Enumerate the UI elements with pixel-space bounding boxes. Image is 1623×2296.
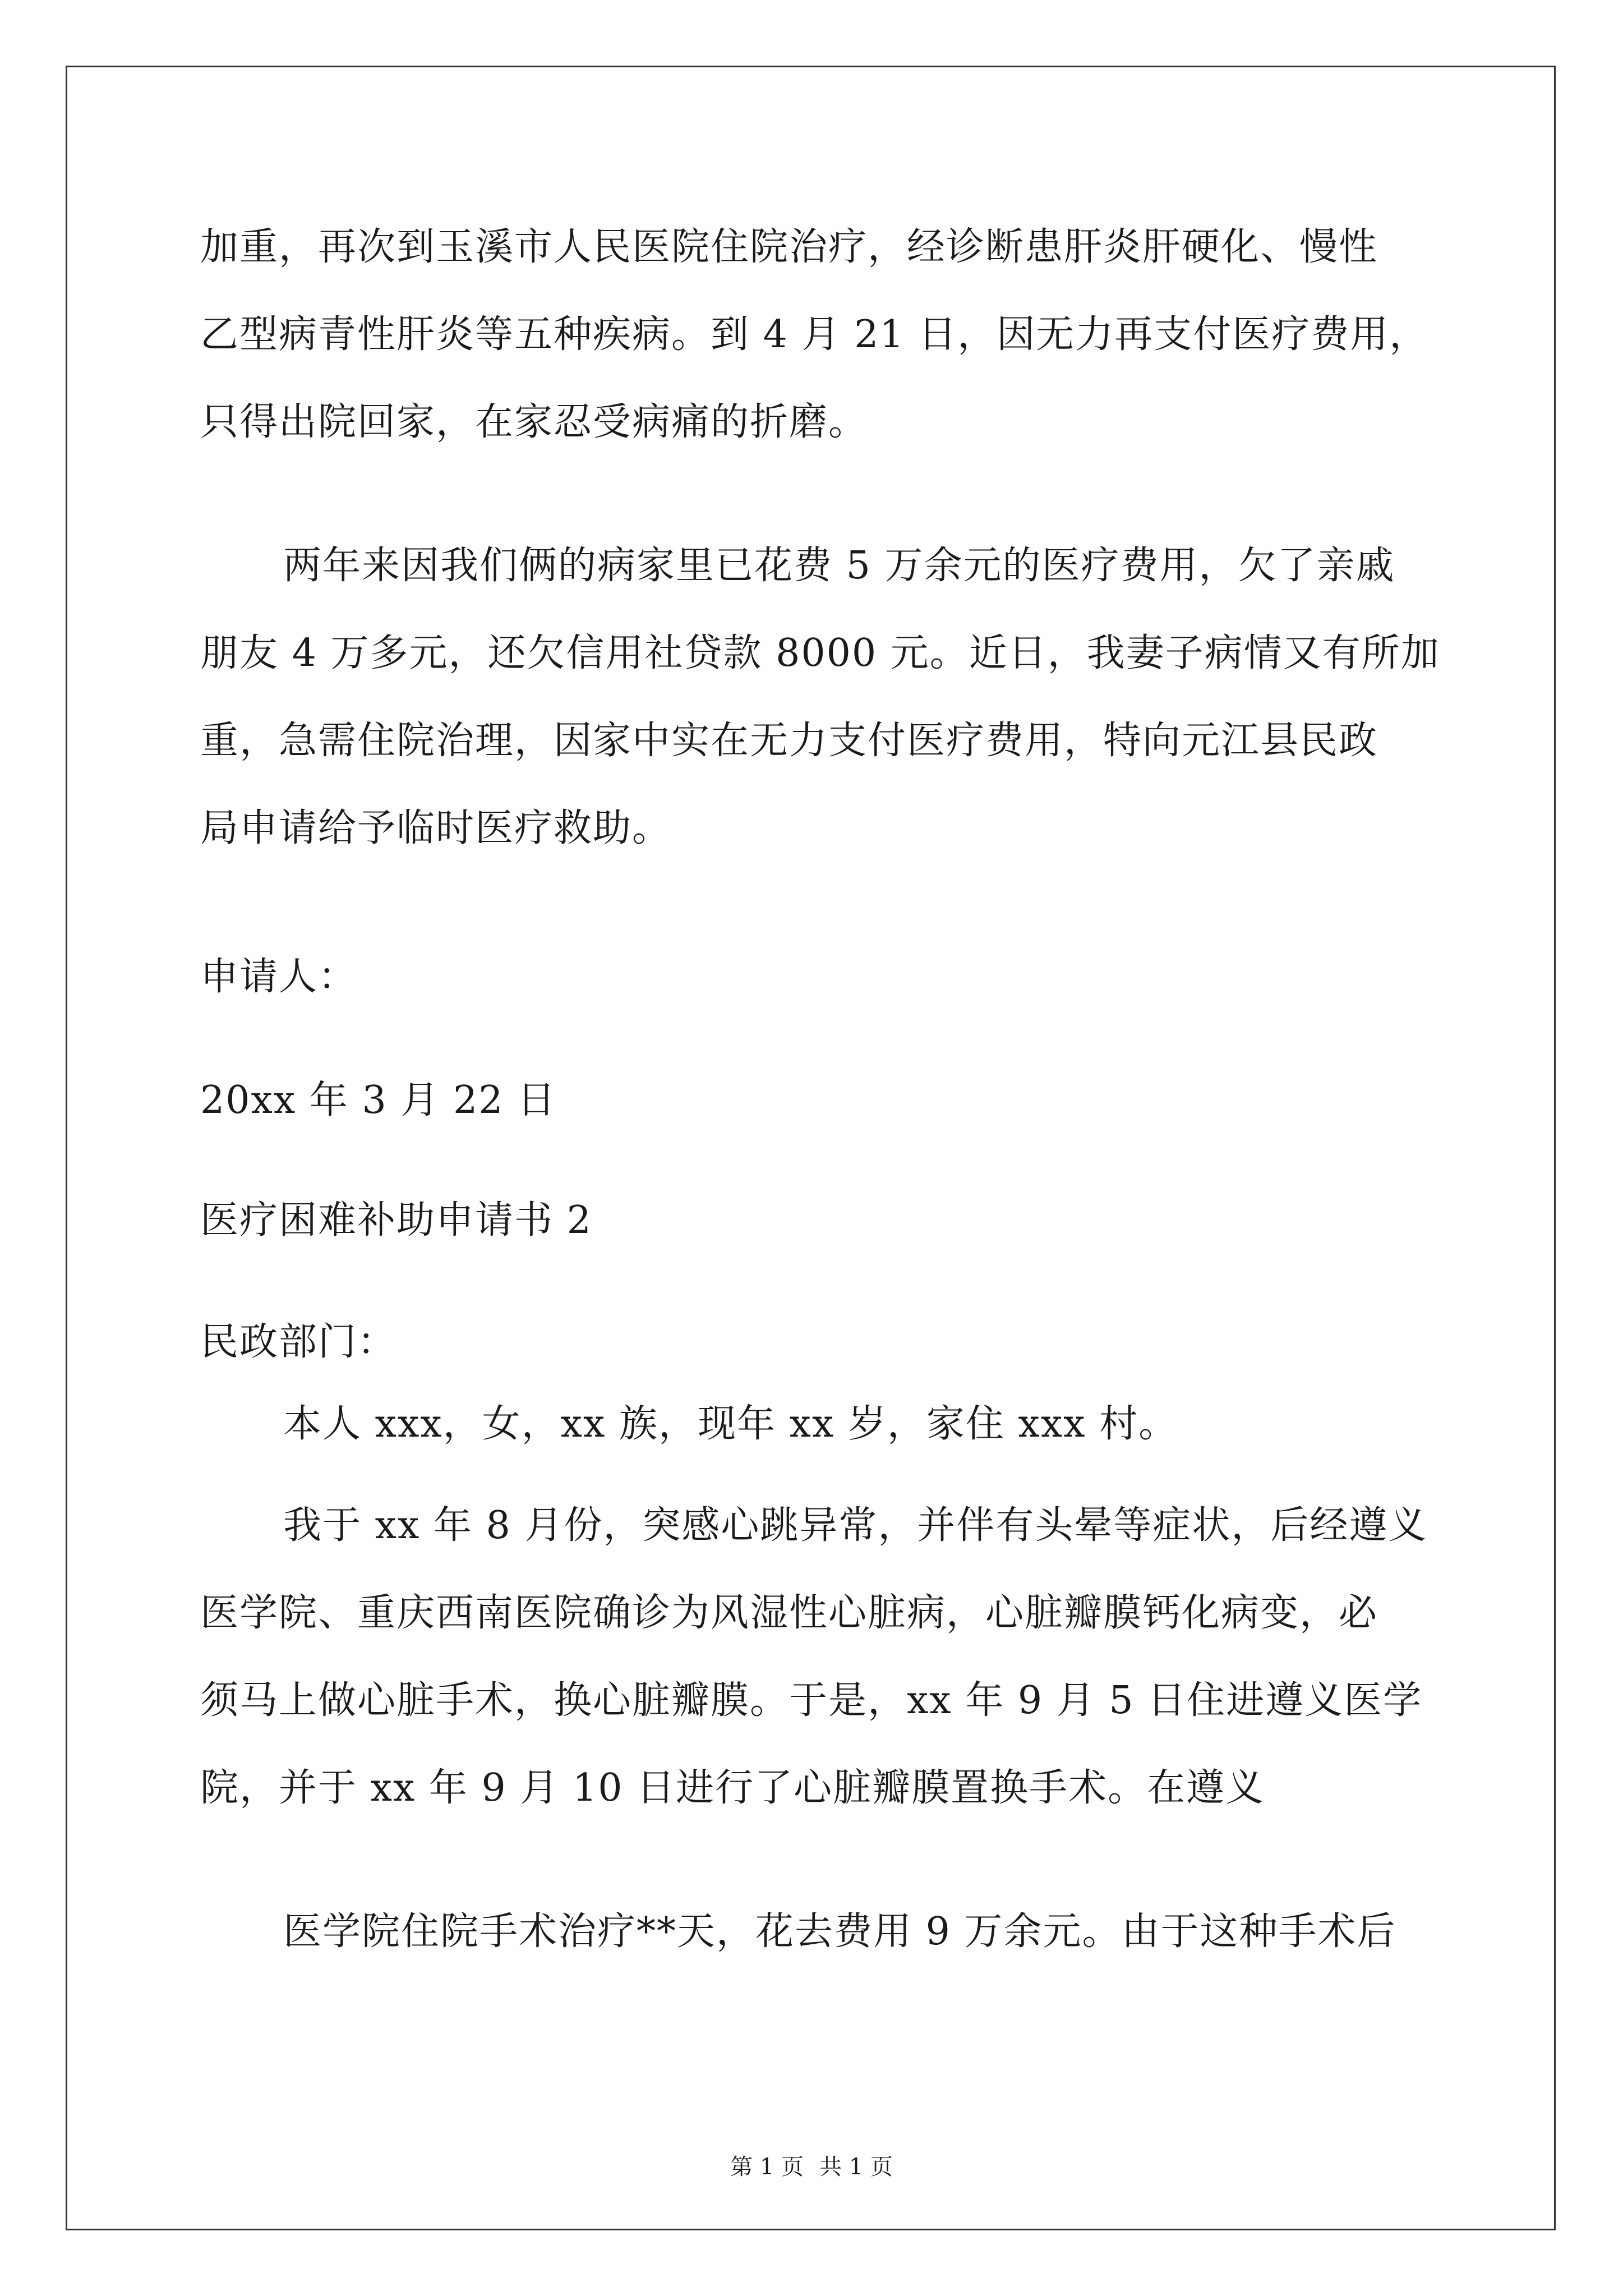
paragraph-line: 局申请给予临时医疗救助。 bbox=[200, 806, 672, 850]
page-footer bbox=[0, 2150, 1623, 2184]
paragraph-line: 两年来因我们俩的病家里已花费 5 万余元的医疗费用，欠了亲戚 bbox=[283, 544, 1395, 588]
paragraph-line: 重，急需住院治理，因家中实在无力支付医疗费用，特向元江县民政 bbox=[200, 719, 1378, 763]
paragraph-line: 医学院住院手术治疗**天，花去费用 9 万余元。由于这种手术后 bbox=[283, 1910, 1396, 1954]
applicant-label: 申请人： bbox=[200, 955, 358, 999]
paragraph-line: 须马上做心脏手术，换心脏瓣膜。于是，xx 年 9 月 5 日住进遵义医学 bbox=[200, 1678, 1423, 1723]
paragraph-line: 朋友 4 万多元，还欠信用社贷款 8000 元。近日，我妻子病情又有所加 bbox=[200, 631, 1440, 675]
page-total: 共 1 页 bbox=[819, 2154, 893, 2180]
paragraph-line: 我于 xx 年 8 月份，突感心跳异常，并伴有头晕等症状，后经遵义 bbox=[283, 1503, 1428, 1548]
paragraph-line: 只得出院回家，在家忍受病痛的折磨。 bbox=[200, 400, 868, 444]
salutation: 民政部门： bbox=[200, 1320, 397, 1364]
date-line: 20xx 年 3 月 22 日 bbox=[200, 1078, 557, 1122]
section-title: 医疗困难补助申请书 2 bbox=[200, 1198, 592, 1243]
paragraph-line: 院，并于 xx 年 9 月 10 日进行了心脏瓣膜置换手术。在遵义 bbox=[200, 1766, 1265, 1810]
paragraph-line: 乙型病青性肝炎等五种疾病。到 4 月 21 日，因无力再支付医疗费用， bbox=[200, 312, 1429, 357]
paragraph-line: 本人 xxx，女，xx 族，现年 xx 岁，家住 xxx 村。 bbox=[283, 1402, 1178, 1446]
paragraph-line: 加重，再次到玉溪市人民医院住院治疗，经诊断患肝炎肝硬化、慢性 bbox=[200, 225, 1378, 269]
page-number: 第 1 页 bbox=[730, 2154, 804, 2180]
paragraph-line: 医学院、重庆西南医院确诊为风湿性心脏病，心脏瓣膜钙化病变，必 bbox=[200, 1591, 1378, 1635]
